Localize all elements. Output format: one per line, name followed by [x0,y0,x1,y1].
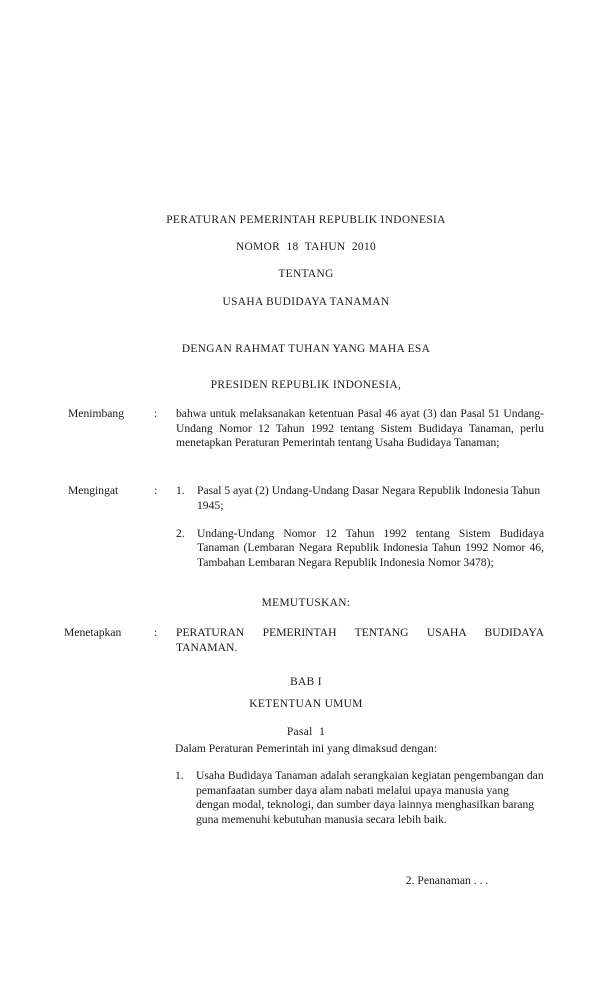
pasal-number: Pasal 1 [286,725,326,738]
invocation-presiden: PRESIDEN REPUBLIK INDONESIA, [210,379,402,391]
bab-number: BAB I [290,676,322,688]
page-catchword: 2. Penanaman . . . [405,874,489,887]
menetapkan-text: PERATURAN PEMERINTAH TENTANG USAHA BUDIDAYA TANAMAN. [176,626,544,654]
list-item [176,484,544,513]
title-line-regulation: PERATURAN PEMERINTAH REPUBLIK INDONESIA [166,214,446,226]
list-item-text: Pasal 5 ayat (2) Undang-Undang Dasar Negara Republik Indonesia Tahun 1945; [197,484,541,512]
definitions-intro: Dalam Peraturan Pemerintah ini yang dimaksud dengan: [175,742,438,755]
bab-block [68,671,544,743]
mengingat-colon: : [154,484,158,497]
list-item [175,769,545,827]
menetapkan-label: Menetapkan [64,626,122,639]
definitions-list [175,769,545,827]
menimbang-colon: : [154,407,158,420]
list-item-text: Usaha Budidaya Tanaman adalah serangkaian kegiatan pengembangan dan pemanfaatan sumber daya alam nabati melalui upaya manusia yang dengan modal, teknologi, dan sumber daya lainnya menghasilkan barang guna memenuhi kebutuhan manusia secara lebih baik. [196,769,544,826]
title-line-subject: USAHA BUDIDAYA TANAMAN [222,295,390,308]
memutuskan-heading: MEMUTUSKAN: [261,597,351,609]
menimbang-label: Menimbang [68,407,125,420]
menetapkan-colon: : [154,626,158,639]
menimbang-text: bahwa untuk melaksanakan ketentuan Pasal 46 ayat (3) dan Pasal 51 Undang-Undang Nomor 12 Tahun 1992 tentang Sistem Budidaya Tanaman, perlu menetapkan Peraturan Pemerintah tentang Usaha Budidaya Tanaman; [176,407,544,450]
invocation-rahmat: DENGAN RAHMAT TUHAN YANG MAHA ESA [181,343,431,355]
title-line-number: NOMOR 18 TAHUN 2010 [235,241,377,254]
mengingat-list [176,484,544,570]
clause-menimbang [68,407,544,451]
clause-menetapkan [64,626,544,655]
list-item-text: Undang-Undang Nomor 12 Tahun 1992 tentang Sistem Budidaya Tanaman (Lembaran Negara Republik Indonesia Tahun 1992 Nomor 46, Tambahan Lembaran Negara Republik Indonesia Nomor 3478); [197,526,544,569]
list-item [176,527,544,571]
invocation-block [68,331,544,403]
list-item-marker: 1. [175,769,184,782]
document-title-block [68,207,544,316]
list-item-marker: 1. [176,484,185,497]
title-line-tentang: TENTANG [278,268,334,281]
bab-title: KETENTUAN UMUM [249,698,363,711]
list-item-marker: 2. [176,526,185,540]
mengingat-label: Mengingat [68,484,119,497]
clause-mengingat [68,484,544,570]
